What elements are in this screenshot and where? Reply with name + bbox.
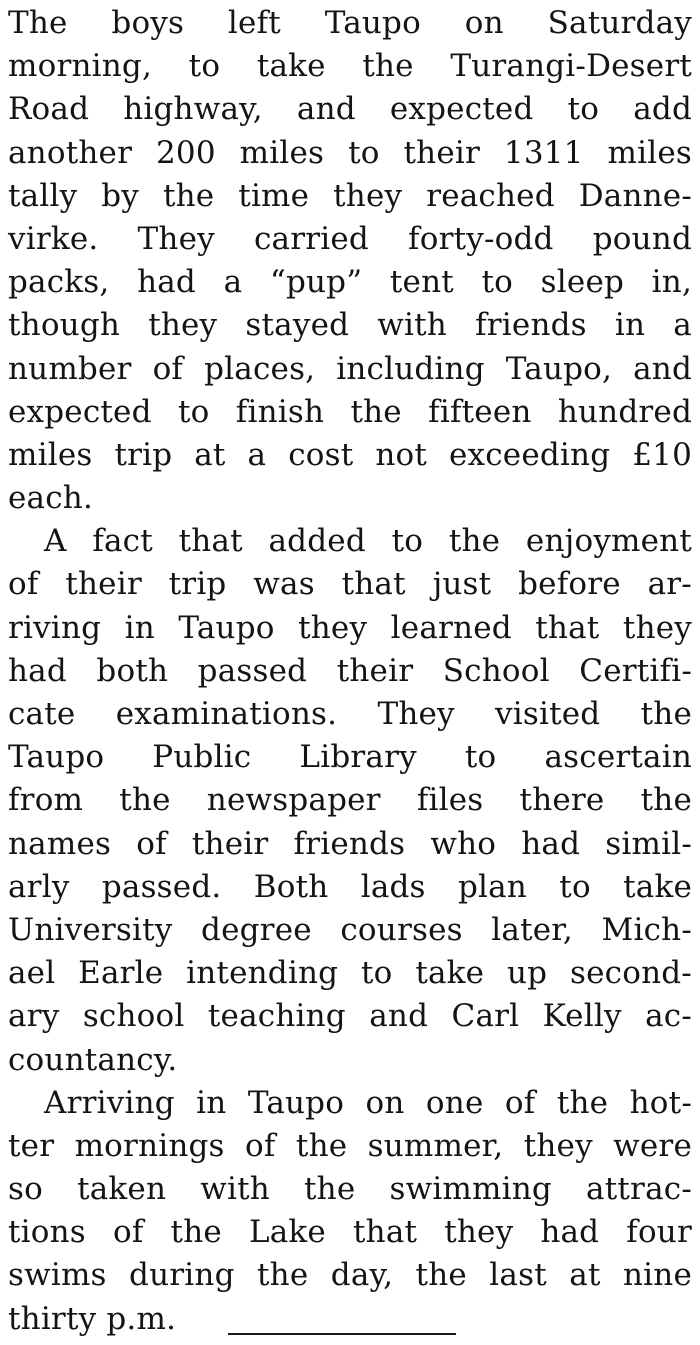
text-line: tally by the time they reached Danne- <box>8 177 692 214</box>
text-line: countancy. <box>8 1041 178 1078</box>
text-line: Road highway, and expected to add <box>8 91 692 128</box>
text-line: each. <box>8 480 94 517</box>
text-line: though they stayed with friends in a <box>8 307 692 344</box>
text-line: number of places, including Taupo, and <box>8 350 692 387</box>
paragraph-3 <box>8 1082 692 1341</box>
text-line: ary school teaching and Carl Kelly ac- <box>8 998 692 1035</box>
text-line: cate examinations. They visited the <box>8 696 692 732</box>
text-line: another 200 miles to their 1311 miles <box>8 134 692 171</box>
text-line: had both passed their School Certifi- <box>8 652 692 689</box>
text-line: miles trip at a cost not exceeding £10 <box>8 436 692 473</box>
text-line: ter mornings of the summer, they were <box>8 1127 692 1164</box>
text-line: ael Earle intending to take up second- <box>8 955 692 992</box>
text-line: tions of the Lake that they had four <box>8 1214 692 1251</box>
paragraph-1 <box>8 2 692 520</box>
text-line: morning, to take the Turangi-Desert <box>8 48 692 85</box>
text-line: swims during the day, the last at nine <box>8 1257 692 1294</box>
end-rule <box>228 1333 456 1335</box>
text-line: so taken with the swimming attrac- <box>8 1171 692 1208</box>
text-line: riving in Taupo they learned that they <box>8 609 692 646</box>
text-line: arly passed. Both lads plan to take <box>8 868 692 905</box>
text-line: A fact that added to the enjoyment <box>44 523 692 560</box>
article-column <box>8 2 692 1341</box>
text-line: University degree courses later, Mich- <box>8 911 692 948</box>
text-line: of their trip was that just before ar- <box>8 566 692 603</box>
text-line: expected to finish the fifteen hundred <box>8 393 692 430</box>
text-line: Taupo Public Library to ascertain <box>8 739 692 776</box>
text-line: Arriving in Taupo on one of the hot- <box>44 1084 692 1121</box>
text-line: packs, had a “pup” tent to sleep in, <box>8 264 692 301</box>
text-line: names of their friends who had simil- <box>8 825 692 862</box>
text-line: virke. They carried forty-odd pound <box>8 220 692 257</box>
text-line: from the newspaper files there the <box>8 782 692 819</box>
text-line: The boys left Taupo on Saturday <box>8 5 692 41</box>
text-line: thirty p.m. <box>8 1300 177 1337</box>
paragraph-2 <box>8 520 692 1081</box>
